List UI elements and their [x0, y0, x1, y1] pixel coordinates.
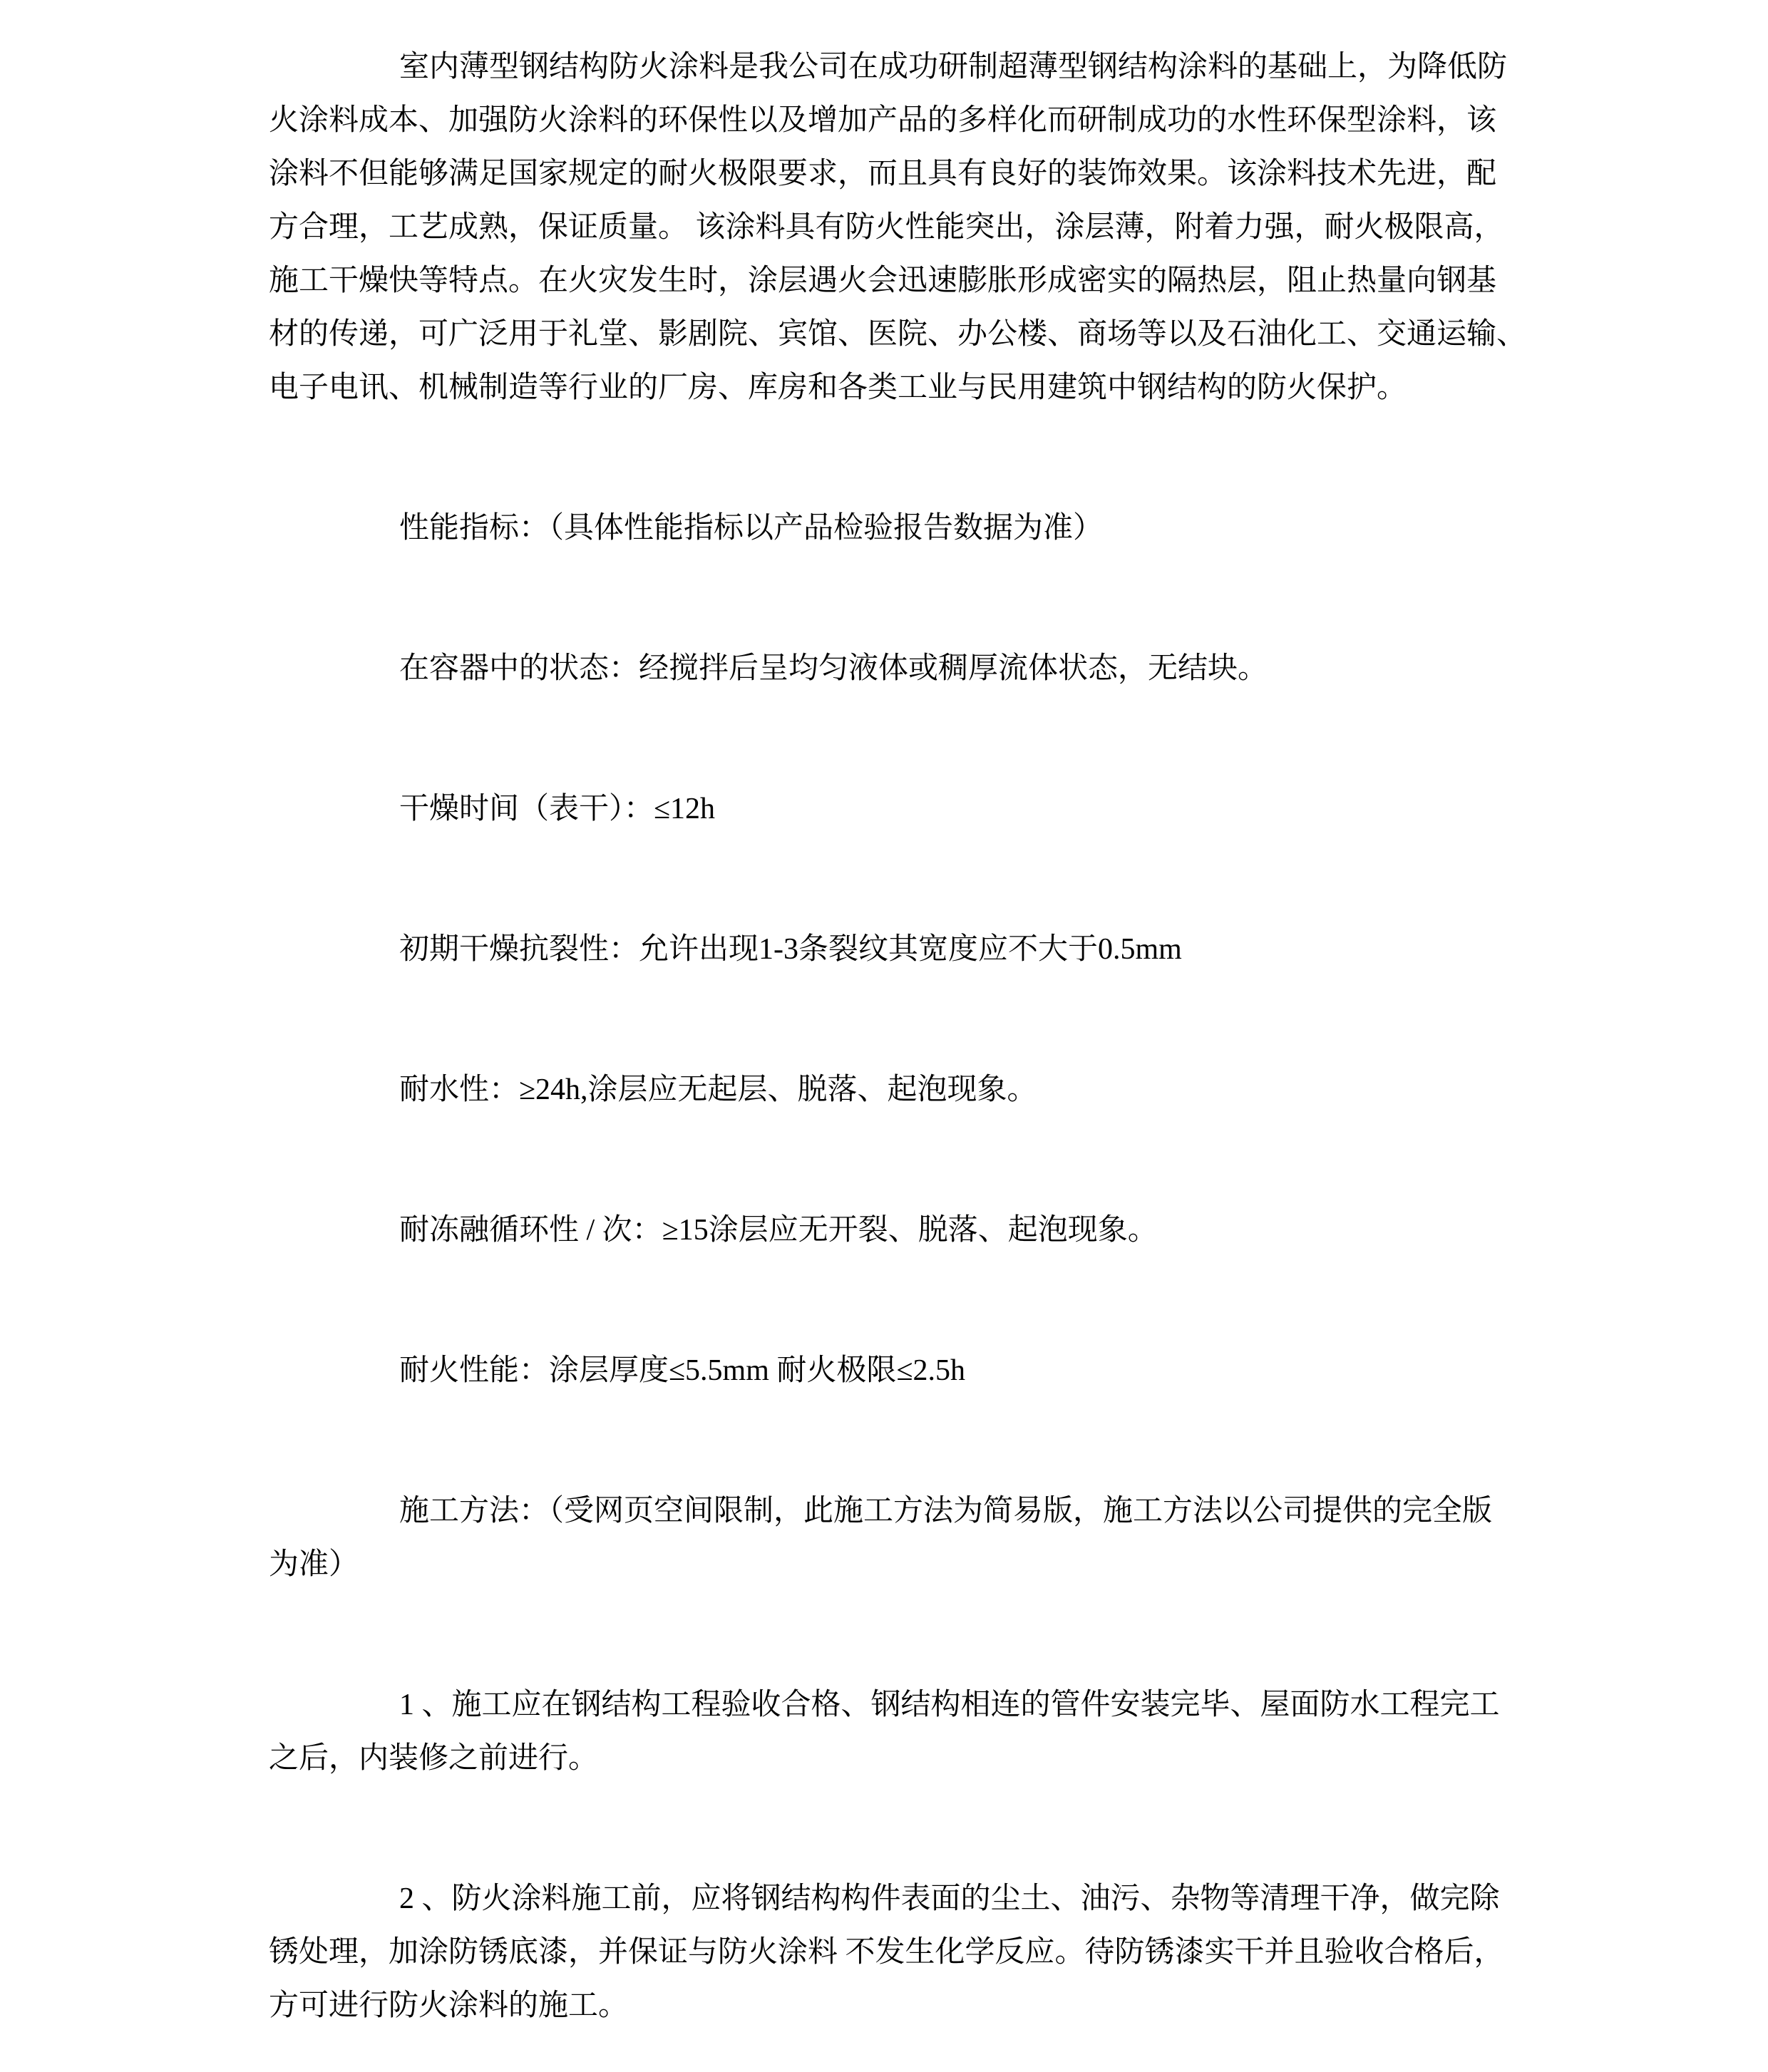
construction-step-1 — [269, 1679, 1540, 1785]
text-line: 2 、防火涂料施工前，应将钢结构构件表面的尘土、油污、杂物等清理干净，做完除 — [399, 1882, 1500, 1915]
text-line: 方合理，工艺成熟，保证质量。 该涂料具有防火性能突出，涂层薄，附着力强，耐火极限高， — [269, 211, 1504, 244]
text-line: 在容器中的状态：经搅拌后呈均匀液体或稠厚流体状态，无结块。 — [399, 652, 1268, 685]
text-line: 施工干燥快等特点。在火灾发生时，涂层遇火会迅速膨胀形成密实的隔热层，阻止热量向钢基 — [269, 264, 1497, 297]
freeze-thaw-spec — [269, 1204, 1540, 1257]
water-resistance-spec — [269, 1063, 1540, 1117]
text-line: 干燥时间（表干）：≤12h — [399, 793, 716, 825]
construction-method-heading — [269, 1485, 1540, 1592]
text-line: 性能指标：（具体性能指标以产品检验报告数据为准） — [399, 512, 1104, 545]
early-crack-resistance-spec — [269, 923, 1540, 976]
text-line: 方可进行防火涂料的施工。 — [269, 1989, 629, 2022]
text-line: 耐冻融循环性 / 次：≥15涂层应无开裂、脱落、起泡现象。 — [399, 1214, 1158, 1247]
text-line: 之后，内装修之前进行。 — [269, 1742, 599, 1775]
text-line: 电子电讯、机械制造等行业的厂房、库房和各类工业与民用建筑中钢结构的防火保护。 — [269, 371, 1407, 404]
construction-step-2 — [269, 1872, 1540, 2033]
container-state-spec — [269, 642, 1540, 696]
text-line: 耐水性：≥24h,涂层应无起层、脱落、起泡现象。 — [399, 1073, 1037, 1106]
text-line: 为准） — [269, 1548, 359, 1581]
performance-index-heading — [269, 502, 1540, 555]
text-line: 火涂料成本、加强防火涂料的环保性以及增加产品的多样化而研制成功的水性环保型涂料，该 — [269, 104, 1497, 137]
text-line: 材的传递，可广泛用于礼堂、影剧院、宾馆、医院、办公楼、商场等以及石油化工、交通运输、 — [269, 318, 1527, 351]
text-line: 锈处理，加涂防锈底漆，并保证与防火涂料 不发生化学反应。待防锈漆实干并且验收合格后， — [269, 1936, 1504, 1969]
text-line: 初期干燥抗裂性：允许出现1-3条裂纹其宽度应不大于0.5mm — [399, 933, 1182, 966]
fire-resistance-spec — [269, 1344, 1540, 1398]
text-line: 室内薄型钢结构防火涂料是我公司在成功研制超薄型钢结构涂料的基础上，为降低防 — [399, 51, 1508, 83]
intro-paragraph — [269, 41, 1540, 415]
text-line: 涂料不但能够满足国家规定的耐火极限要求，而且具有良好的装饰效果。该涂料技术先进，配 — [269, 158, 1497, 190]
drying-time-spec — [269, 783, 1540, 836]
text-line: 施工方法：（受网页空间限制，此施工方法为简易版，施工方法以公司提供的完全版 — [399, 1495, 1493, 1527]
text-line: 1 、施工应在钢结构工程验收合格、钢结构相连的管件安装完毕、屋面防水工程完工 — [399, 1689, 1500, 1721]
text-line: 耐火性能：涂层厚度≤5.5mm 耐火极限≤2.5h — [399, 1354, 965, 1387]
